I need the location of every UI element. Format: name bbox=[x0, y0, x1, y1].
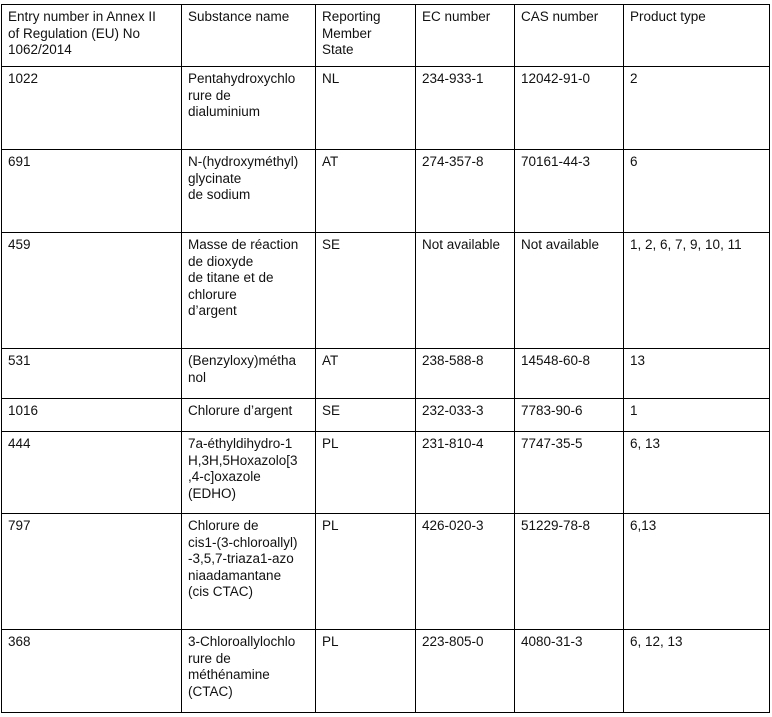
cell-entry-number: 531 bbox=[2, 349, 182, 399]
cell-substance-name: Pentahydroxychlo rure de dialuminium bbox=[182, 67, 316, 150]
cell-ec-number: 426-020-3 bbox=[416, 514, 515, 630]
cell-substance-name: Masse de réaction de dioxyde de titane et de chlorure d’argent bbox=[182, 233, 316, 349]
cell-cas-number: 12042-91-0 bbox=[515, 67, 624, 150]
cell-member-state: PL bbox=[316, 514, 416, 630]
cell-cas-number: 14548-60-8 bbox=[515, 349, 624, 399]
cell-cas-number: 51229-78-8 bbox=[515, 514, 624, 630]
table-row bbox=[2, 67, 770, 150]
cell-cas-number: 7747-35-5 bbox=[515, 432, 624, 514]
header-cas-number: CAS number bbox=[515, 5, 624, 67]
cell-product-type: 6, 13 bbox=[624, 432, 770, 514]
cell-entry-number: 1022 bbox=[2, 67, 182, 150]
cell-substance-name: 3-Chloroallylochlo rure de méthénamine (CTAC) bbox=[182, 630, 316, 713]
cell-product-type: 1, 2, 6, 7, 9, 10, 11 bbox=[624, 233, 770, 349]
cell-substance-name: 7a-éthyldihydro-1 H,3H,5Hoxazolo[3 ,4-c]oxazole (EDHO) bbox=[182, 432, 316, 514]
table-row bbox=[2, 432, 770, 514]
cell-member-state: SE bbox=[316, 399, 416, 432]
cell-entry-number: 1016 bbox=[2, 399, 182, 432]
cell-entry-number: 797 bbox=[2, 514, 182, 630]
cell-product-type: 1 bbox=[624, 399, 770, 432]
cell-product-type: 2 bbox=[624, 67, 770, 150]
table-row bbox=[2, 349, 770, 399]
cell-substance-name: (Benzyloxy)métha nol bbox=[182, 349, 316, 399]
cell-ec-number: 238-588-8 bbox=[416, 349, 515, 399]
cell-member-state: PL bbox=[316, 630, 416, 713]
cell-entry-number: 691 bbox=[2, 150, 182, 233]
cell-substance-name: Chlorure d’argent bbox=[182, 399, 316, 432]
cell-substance-name: Chlorure de cis1-(3-chloroallyl) -3,5,7-triaza1-azo niaadamantane (cis CTAC) bbox=[182, 514, 316, 630]
cell-member-state: SE bbox=[316, 233, 416, 349]
table-row bbox=[2, 150, 770, 233]
cell-member-state: AT bbox=[316, 349, 416, 399]
cell-ec-number: 231-810-4 bbox=[416, 432, 515, 514]
cell-product-type: 6,13 bbox=[624, 514, 770, 630]
cell-cas-number: 70161-44-3 bbox=[515, 150, 624, 233]
cell-ec-number: 232-033-3 bbox=[416, 399, 515, 432]
table-row bbox=[2, 399, 770, 432]
header-reporting-member-state: Reporting Member State bbox=[316, 5, 416, 67]
table-header-row bbox=[2, 5, 770, 67]
cell-cas-number: Not available bbox=[515, 233, 624, 349]
cell-ec-number: 223-805-0 bbox=[416, 630, 515, 713]
cell-entry-number: 444 bbox=[2, 432, 182, 514]
header-substance-name: Substance name bbox=[182, 5, 316, 67]
cell-member-state: PL bbox=[316, 432, 416, 514]
cell-ec-number: 274-357-8 bbox=[416, 150, 515, 233]
cell-member-state: AT bbox=[316, 150, 416, 233]
header-entry-number: Entry number in Annex II of Regulation (EU) No 1062/2014 bbox=[2, 5, 182, 67]
cell-cas-number: 4080-31-3 bbox=[515, 630, 624, 713]
cell-entry-number: 368 bbox=[2, 630, 182, 713]
header-ec-number: EC number bbox=[416, 5, 515, 67]
cell-entry-number: 459 bbox=[2, 233, 182, 349]
table-row bbox=[2, 630, 770, 713]
table-row bbox=[2, 233, 770, 349]
substances-table bbox=[1, 4, 770, 713]
cell-product-type: 13 bbox=[624, 349, 770, 399]
cell-ec-number: 234-933-1 bbox=[416, 67, 515, 150]
table-row bbox=[2, 514, 770, 630]
cell-member-state: NL bbox=[316, 67, 416, 150]
cell-substance-name: N-(hydroxyméthyl) glycinate de sodium bbox=[182, 150, 316, 233]
cell-ec-number: Not available bbox=[416, 233, 515, 349]
cell-cas-number: 7783-90-6 bbox=[515, 399, 624, 432]
cell-product-type: 6 bbox=[624, 150, 770, 233]
cell-product-type: 6, 12, 13 bbox=[624, 630, 770, 713]
header-product-type: Product type bbox=[624, 5, 770, 67]
